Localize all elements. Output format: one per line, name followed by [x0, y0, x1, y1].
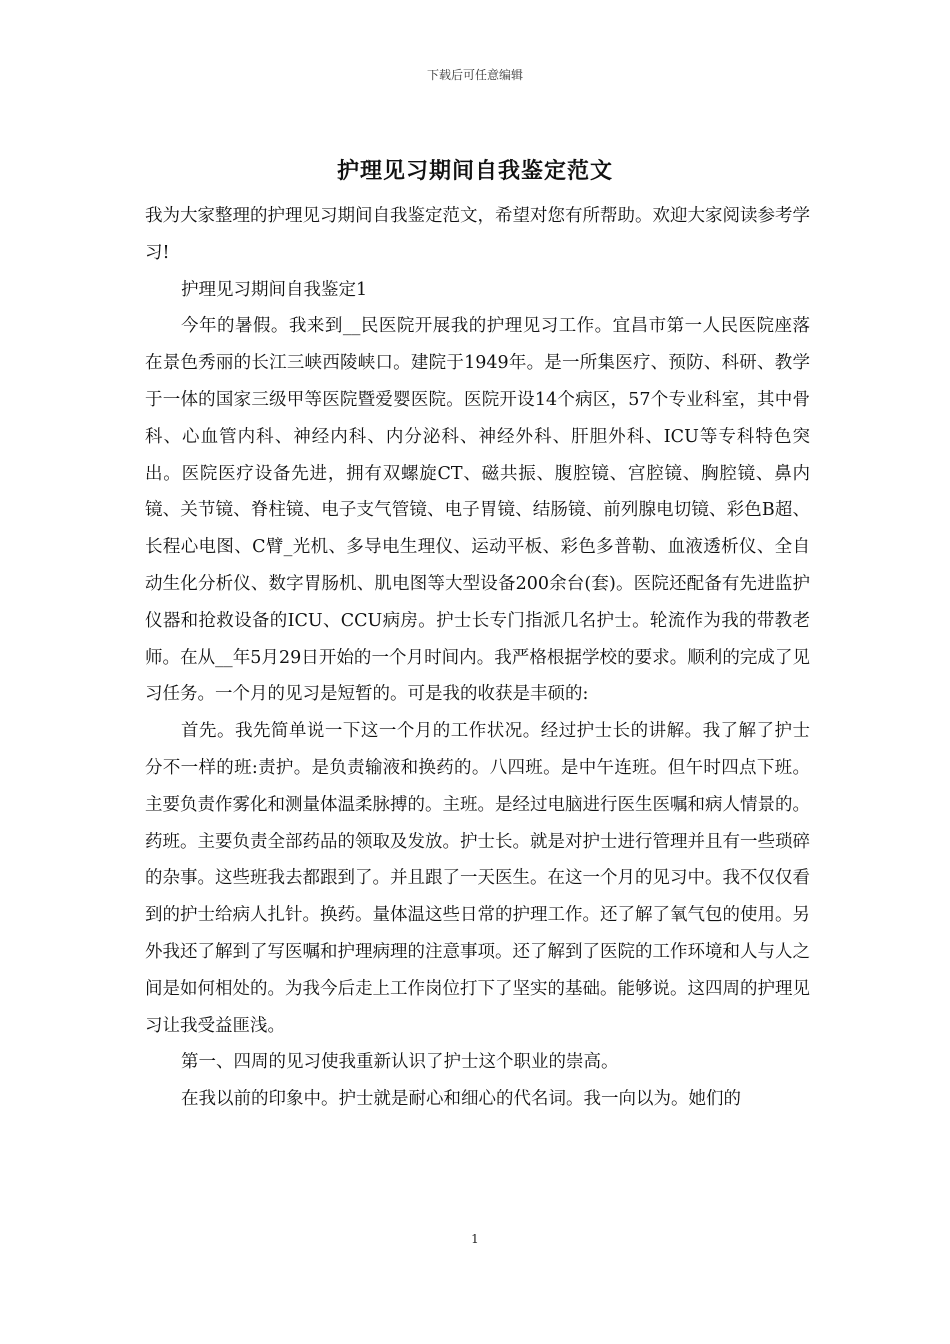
body-paragraph: 在我以前的印象中。护士就是耐心和细心的代名词。我一向以为。她们的 [181, 1089, 741, 1110]
body-paragraph: 今年的暑假。我来到__民医院开展我的护理见习工作。宜昌市第一人民医院座落在景色秀丽的长江三峡西陵峡口。建院于1949年。是一所集医疗、预防、科研、教学于一体的国家三级甲等医院暨爱婴医院。医院开设14个病区，57个专业科室，其中骨科、心血管内科、神经内科、内分泌科、神经外科、肝胆外科、ICU等专科特色突出。医院医疗设备先进，拥有双螺旋CT、磁共振、腹腔镜、宫腔镜、胸腔镜、鼻内镜、关节镜、脊柱镜、电子支气管镜、电子胃镜、结肠镜、前列腺电切镜、彩色B超、长程心电图、C臂_光机、多导电生理仪、运动平板、彩色多普勒、血液透析仪、全自动生化分析仪、数字胃肠机、肌电图等大型设备200余台(套)。医院还配备有先进监护仪器和抢救设备的ICU、CCU病房。护士长专门指派几名护士。轮流作为我的带教老师。在从__年5月29日开始的一个月时间内。我严格根据学校的要求。顺利的完成了见习任务。一个月的见习是短暂的。可是我的收获是丰硕的: [145, 316, 810, 705]
section-heading: 护理见习期间自我鉴定1 [181, 279, 368, 300]
intro-paragraph: 我为大家整理的护理见习期间自我鉴定范文，希望对您有所帮助。欢迎大家阅读参考学习! [145, 206, 810, 263]
page-number: 1 [471, 1232, 479, 1246]
page-header: 下载后可任意编辑 [426, 68, 523, 82]
document-title: 护理见习期间自我鉴定范文 [336, 158, 613, 184]
document-body [145, 198, 810, 1118]
body-paragraph: 第一、四周的见习使我重新认识了护士这个职业的崇高。 [181, 1052, 619, 1073]
body-paragraph: 首先。我先简单说一下这一个月的工作状况。经过护士长的讲解。我了解了护士分不一样的班:责护。是负责输液和换药的。八四班。是中午连班。但午时四点下班。主要负责作雾化和测量体温柔脉搏的。主班。是经过电脑进行医生医嘱和病人情景的。药班。主要负责全部药品的领取及发放。护士长。就是对护士进行管理并且有一些琐碎的杂事。这些班我去都跟到了。并且跟了一天医生。在这一个月的见习中。我不仅仅看到的护士给病人扎针。换药。量体温这些日常的护理工作。还了解了氧气包的使用。另外我还了解到了写医嘱和护理病理的注意事项。还了解到了医院的工作环境和人与人之间是如何相处的。为我今后走上工作岗位打下了坚实的基础。能够说。这四周的护理见习让我受益匪浅。 [145, 721, 810, 1036]
